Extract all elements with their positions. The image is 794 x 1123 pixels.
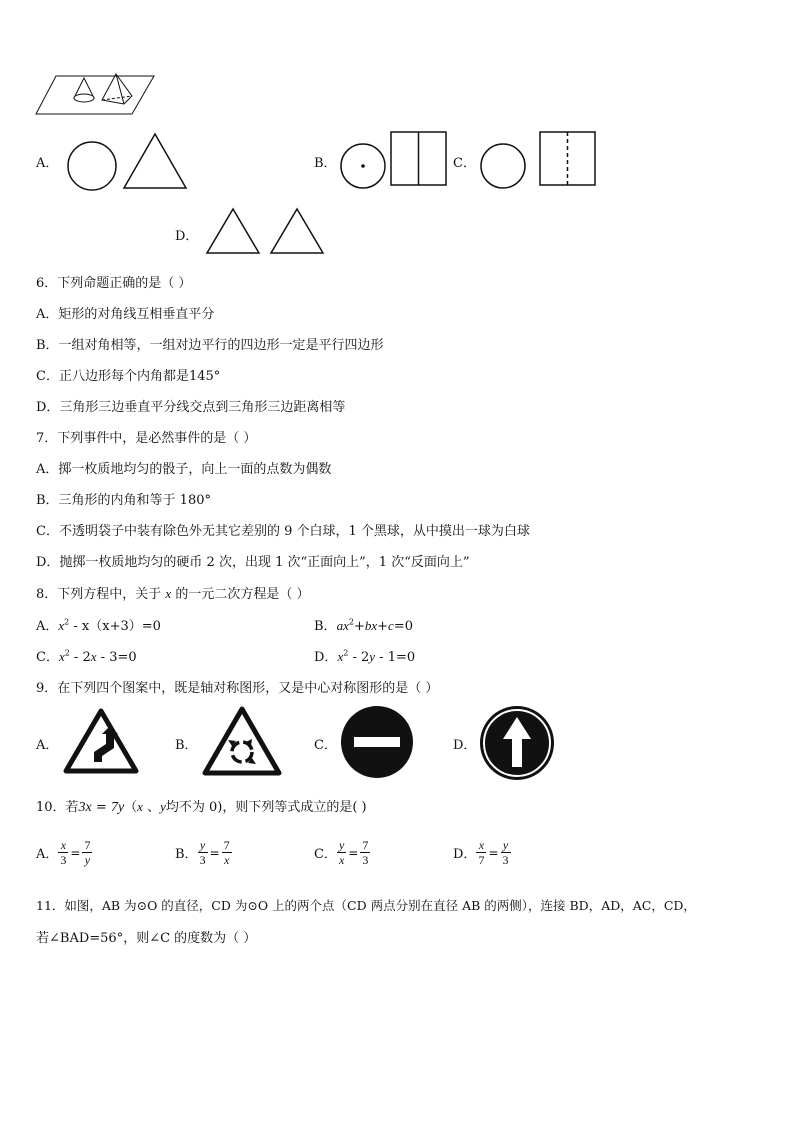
q8-stem-pre: 8．下列方程中，关于 (36, 587, 162, 602)
q10-stem-mid: （ (124, 800, 138, 815)
q5-option-c: C． (453, 156, 476, 171)
q9-option-c-no-entry-sign-icon (340, 705, 414, 779)
q7-stem: 7．下列事件中，是必然事件的是（ ） (36, 431, 257, 446)
q10-option-a: A． $\frac{x}{3}$ = $\frac{7}{y}$ (36, 838, 91, 867)
q5-option-d: D． (175, 229, 199, 244)
q8-option-a: A．$x^2 - x(x+3)=0$ (36, 617, 161, 634)
q9-option-a: A． (36, 738, 59, 753)
q10-option-a-label: A． (36, 847, 59, 862)
q5-option-b-circle-dot-view (340, 143, 386, 189)
q9-stem: 9．在下列四个图案中，既是轴对称图形，又是中心对称图形的是（ ） (36, 681, 439, 696)
q8-stem-var: x (165, 586, 172, 601)
q9-option-b: B． (175, 738, 198, 753)
q8-option-d: D．$x^2 - 2y - 1=0$ (314, 648, 416, 665)
q5-option-b-rect-view (390, 131, 448, 187)
q6-option-c: C．正八边形每个内角都是145° (36, 369, 221, 384)
q8-stem (36, 583, 309, 602)
q10-stem-pre: 10．若 (36, 800, 79, 815)
q5-option-c-rect-dashed-view (539, 131, 597, 187)
q9-option-b-roundabout-sign-icon (202, 706, 282, 776)
q11-line-2: 若∠BAD=56°，则∠C 的度数为（ ） (36, 931, 257, 946)
q9-option-c: C． (314, 738, 337, 753)
q8-option-b-label: B． (314, 619, 337, 634)
q5-solid-figure (36, 70, 156, 120)
q5-option-d-triangle-view-1 (205, 207, 261, 255)
q10-option-b: B． $\frac{y}{3}$ = $\frac{7}{x}$ (175, 838, 230, 867)
q6-stem: 6．下列命题正确的是（ ） (36, 276, 192, 291)
q5-option-a-triangle-view (122, 132, 188, 190)
q9-option-d: D． (453, 738, 477, 753)
q8-stem-post: 的一元二次方程是（ ） (175, 587, 310, 602)
q5-option-a: A． (36, 156, 59, 171)
q10-option-d-label: D． (453, 847, 477, 862)
q5-option-a-circle-view (66, 140, 118, 192)
q6-option-d: D．三角形三边垂直平分线交点到三角形三边距离相等 (36, 400, 346, 415)
q10-option-c-label: C． (314, 847, 337, 862)
q7-option-a: A．掷一枚质地均匀的骰子，向上一面的点数为偶数 (36, 462, 332, 477)
q10-option-d: D． $\frac{x}{7}$ = $\frac{y}{3}$ (453, 838, 509, 867)
q5-option-b: B． (314, 156, 337, 171)
q8-option-d-label: D． (314, 650, 338, 665)
q10-option-b-label: B． (175, 847, 198, 862)
q8-option-c-label: C． (36, 650, 59, 665)
q6-option-a: A．矩形的对角线互相垂直平分 (36, 307, 215, 322)
q7-option-b: B．三角形的内角和等于 180° (36, 493, 211, 508)
q11-line-1: 11．如图，AB 为⊙O 的直径，CD 为⊙O 上的两个点（CD 两点分别在直径 AB 的两侧），连接 BD，AD，AC，CD， (36, 898, 696, 913)
q5-option-d-triangle-view-2 (269, 207, 325, 255)
q9-option-d-arrow-up-sign-icon (479, 705, 555, 781)
q8-option-a-label: A． (36, 619, 59, 634)
q8-option-c: C．$x^2 - 2x - 3=0$ (36, 648, 137, 665)
q6-option-b: B．一组对角相等，一组对边平行的四边形一定是平行四边形 (36, 338, 384, 353)
q10-option-c: C． $\frac{y}{x}$ = $\frac{7}{3}$ (314, 838, 369, 867)
q10-stem: 10．若3x = 7y（x 、y均不为 0)，则下列等式成立的是( ) (36, 799, 367, 815)
q8-option-b: B．$ax^2+bx+c=0$ (314, 617, 413, 634)
q7-option-c: C．不透明袋子中装有除色外无其它差别的 9 个白球，1 个黑球，从中摸出一球为白球 (36, 524, 530, 539)
q9-option-a-double-bend-sign-icon (64, 708, 138, 774)
q10-stem-post: 均不为 0)，则下列等式成立的是( ) (165, 800, 367, 815)
q5-option-c-circle-view (480, 143, 528, 189)
q7-option-d: D．抛掷一枚质地均匀的硬币 2 次，出现 1 次“正面向上”，1 次“反面向上” (36, 555, 470, 570)
